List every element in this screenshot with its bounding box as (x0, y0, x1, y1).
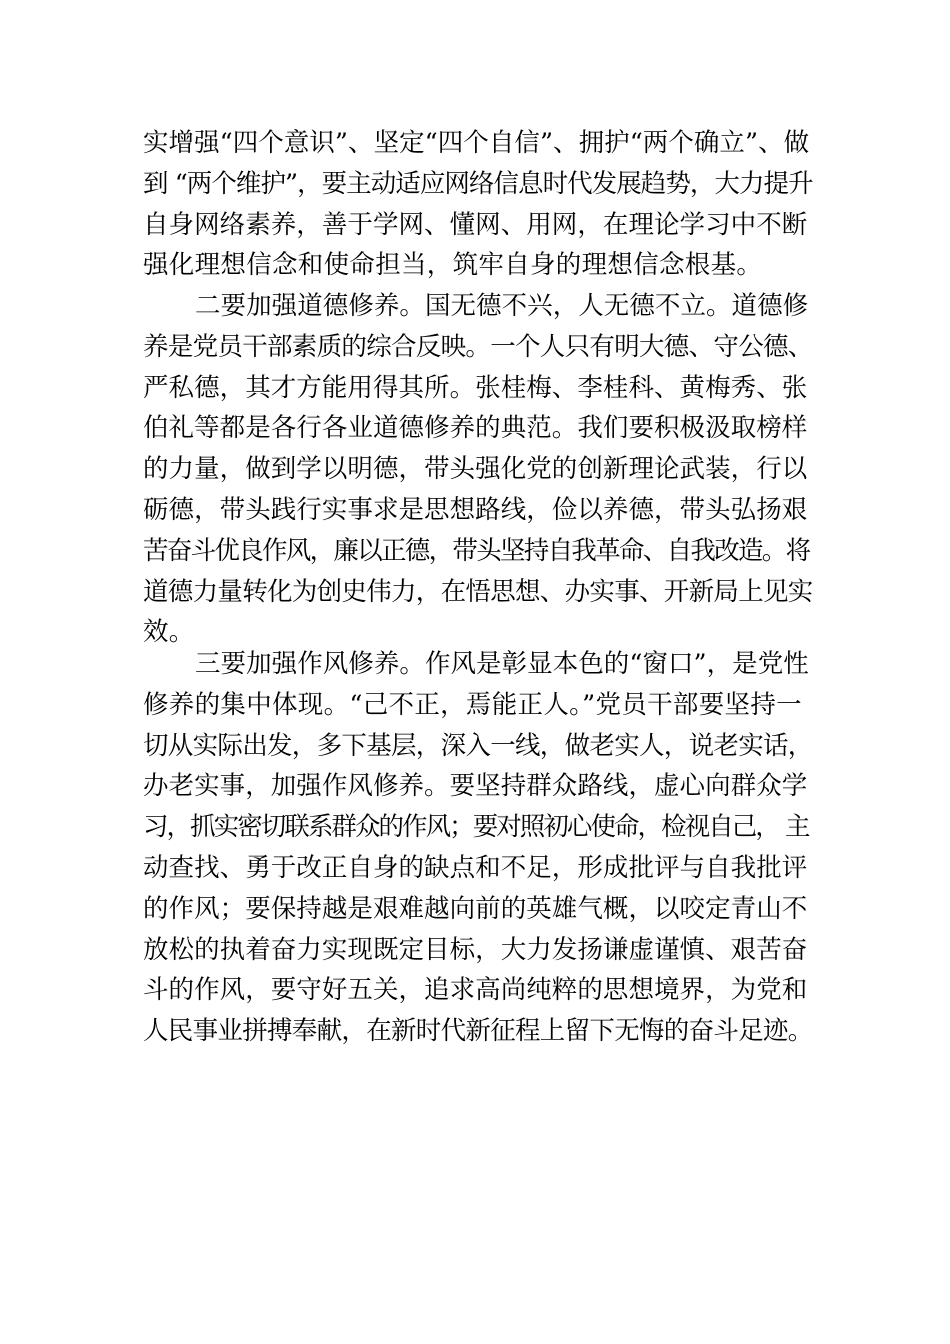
text-line: 苦奋斗优良作风，廉以正德，带头坚持自我革命、自我改造。将 (143, 535, 810, 566)
text-line: 放松的执着奋力实现既定目标，大力发扬谦虚谨慎、艰苦奋 (143, 934, 808, 965)
text-line: 砺德，带头践行实事求是思想路线，俭以养德，带头弘扬艰 (143, 494, 808, 525)
text-line: 习，抓实密切联系群众的作风；要对照初心使命，检视自己， 主 (143, 812, 809, 843)
text-line: 强化理想信念和使命担当，筑牢自身的理想信念根基。 (143, 250, 763, 281)
text-line: 斗的作风，要守好五关，追求高尚纯粹的思想境界，为党和 (143, 975, 808, 1006)
text-line: 办老实事，加强作风修养。要坚持群众路线，虚心向群众学 (143, 771, 808, 802)
text-line: 的力量，做到学以明德，带头强化党的创新理论武装，行以 (143, 454, 808, 485)
text-line: 的作风；要保持越是艰难越向前的英雄气概，以咬定青山不 (143, 893, 808, 924)
text-line: 实增强“四个意识”、坚定“四个自信”、拥护“两个确立”、做 (143, 128, 810, 158)
paragraph-moral-cultivation (143, 286, 813, 653)
text-line: 自身网络素养，善于学网、懂网、用网，在理论学习中不断 (143, 209, 808, 240)
text-line: 修养的集中体现。“己不正，焉能正人。”党员干部要坚持一 (143, 689, 802, 720)
paragraph-continuation (143, 123, 813, 286)
paragraph-work-style (143, 644, 813, 1052)
text-line: 养是党员干部素质的综合反映。一个人只有明大德、守公德、 (143, 331, 813, 362)
text-line: 道德力量转化为创史伟力，在悟思想、办实事、开新局上见实 (143, 576, 813, 607)
text-line: 伯礼等都是各行各业道德修养的典范。我们要积极汲取榜样 (143, 413, 808, 444)
text-line: 人民事业拼搏奉献，在新时代新征程上留下无悔的奋斗足迹。 (143, 1016, 813, 1047)
text-line: 二要加强道德修养。国无德不兴，人无德不立。道德修 (195, 291, 809, 321)
text-line: 到 “两个维护”，要主动适应网络信息时代发展趋势，大力提升 (143, 168, 813, 199)
text-line: 严私德，其才方能用得其所。张桂梅、李桂科、黄梅秀、张 (143, 372, 808, 403)
text-line: 效。 (143, 617, 195, 648)
text-line: 动查找、勇于改正自身的缺点和不足，形成批评与自我批评 (143, 852, 808, 883)
text-line: 切从实际出发，多下基层，深入一线，做老实人，说老实话， (143, 730, 813, 761)
text-line: 三要加强作风修养。作风是彰显本色的“窗口”，是党性 (195, 649, 809, 679)
